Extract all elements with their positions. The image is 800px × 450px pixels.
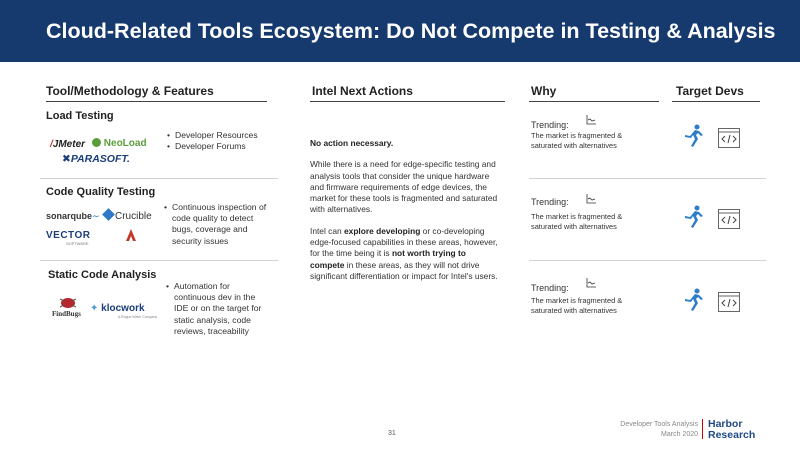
column-header-devs: Target Devs xyxy=(676,84,744,98)
runner-icon xyxy=(682,124,704,148)
brand-logo-line1: Harbor xyxy=(708,418,743,430)
feature-item: • Automation for continuous dev in the IDE or on the target for static analysis, code reviews, traceability xyxy=(166,281,270,337)
brand-logo-line2: Research xyxy=(708,429,756,441)
row-separator xyxy=(40,260,278,261)
logo-vector-subtext: SOFTWARE xyxy=(66,241,89,246)
logo-jmeter: /JMeter xyxy=(50,139,86,150)
runner-icon xyxy=(682,288,704,312)
footer-date: March 2020 xyxy=(661,431,698,438)
actions-paragraph: Intel can explore developing or co-developing edge-focused capabilities in these areas, however, for the time being it is not worth trying to compete in these areas, as they will not drive significant differentiation or impact for Intel's users. xyxy=(310,225,498,281)
column-rule-why xyxy=(529,101,659,102)
feature-list-static-analysis xyxy=(166,281,270,337)
trending-label: Trending: xyxy=(531,197,569,207)
trending-description: The market is fragmented & saturated with alternatives xyxy=(531,212,623,231)
column-header-why: Why xyxy=(531,84,557,98)
code-window-icon xyxy=(718,292,740,312)
runner-icon xyxy=(682,205,704,229)
actions-text xyxy=(310,138,502,292)
actions-headline: No action necessary. xyxy=(310,138,394,148)
logo-neoload: NeoLoad xyxy=(92,138,147,149)
column-header-actions: Intel Next Actions xyxy=(312,84,413,98)
row-separator xyxy=(40,178,278,179)
bug-icon xyxy=(54,296,82,310)
actions-paragraph: While there is a need for edge-specific testing and analysis tools that consider the unique hardware and firmware requirements of edge devices, the market for these tools is fragmented and saturated with alternatives. xyxy=(310,159,498,215)
row-title-load-testing: Load Testing xyxy=(46,110,114,122)
footer-divider xyxy=(702,419,703,439)
logo-sonarqube: sonarqube∼ xyxy=(46,211,100,221)
column-rule-tool xyxy=(46,101,267,102)
logo-crucible: Crucible xyxy=(104,210,152,222)
feature-item: • Continuous inspection of code quality to detect bugs, coverage and security issues xyxy=(164,202,274,247)
trending-description: The market is fragmented & saturated with alternatives xyxy=(531,296,623,315)
column-rule-actions xyxy=(310,101,505,102)
logo-findbugs: FindBugs xyxy=(52,310,81,318)
trend-icon xyxy=(586,114,597,125)
row-separator xyxy=(529,260,766,261)
axivion-icon xyxy=(124,228,138,242)
trend-icon xyxy=(586,277,597,288)
page-number: 31 xyxy=(388,430,396,437)
slide-title: Cloud-Related Tools Ecosystem: Do Not Compete in Testing & Analysis xyxy=(46,19,776,43)
crucible-icon xyxy=(102,208,115,221)
trend-icon xyxy=(586,193,597,204)
neoload-icon xyxy=(92,138,101,147)
logo-klocwork-subtext: A Rogue Wave Company xyxy=(118,315,158,319)
code-window-icon xyxy=(718,209,740,229)
footer-doc-title: Developer Tools Analysis xyxy=(620,421,698,428)
column-rule-devs xyxy=(672,101,760,102)
row-separator xyxy=(529,178,766,179)
row-title-static-analysis: Static Code Analysis xyxy=(48,269,157,281)
trending-label: Trending: xyxy=(531,120,569,130)
logo-axivion xyxy=(124,228,138,242)
feature-item: • Developer Forums xyxy=(167,141,277,152)
feature-list-code-quality xyxy=(164,202,274,247)
feature-item: • Developer Resources xyxy=(167,130,277,141)
title-bar xyxy=(0,0,800,62)
feature-list-load-testing xyxy=(167,130,277,152)
code-window-icon xyxy=(718,128,740,148)
logo-findbugs-icon xyxy=(54,296,82,310)
trending-label: Trending: xyxy=(531,283,569,293)
logo-vector: VECTOR xyxy=(46,230,91,241)
logo-parasoft: ✖PARASOFT. xyxy=(62,153,130,165)
trending-description: The market is fragmented & saturated with alternatives xyxy=(531,131,623,150)
column-header-tool: Tool/Methodology & Features xyxy=(46,84,214,98)
row-title-code-quality: Code Quality Testing xyxy=(46,186,156,198)
logo-klocwork: ✦ klocwork xyxy=(90,303,145,314)
